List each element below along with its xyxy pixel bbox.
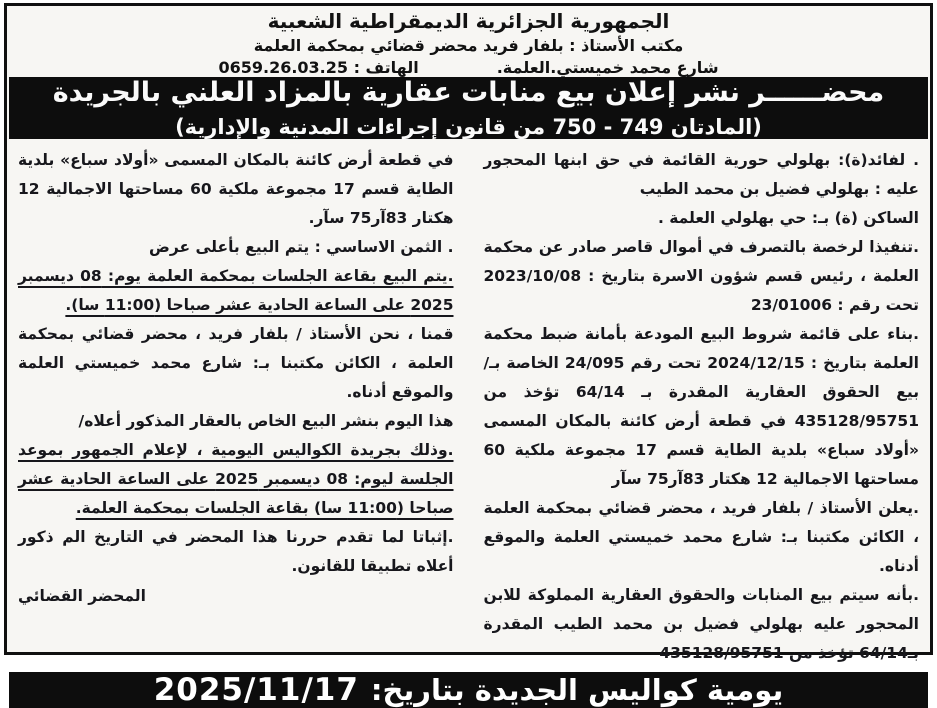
- paragraph-land-description: في قطعة أرض كائنة بالمكان المسمى «أولاد سباع» بلدية الطاية قسم 17 مجموعة ملكية 60 مساحتها الاجمالية 12 هكتار 83آر75 سآر.: [18, 151, 454, 227]
- publication-date: 2025/11/17: [153, 672, 359, 708]
- paragraph-bailiff-announcement: .يعلن الأستاذ / بلفار فريد ، محضر قضائي بمحكمة العلمة ، الكائن مكتبنا بـ: شارع محمد خميستي العلمة والموقع أدناه.: [483, 499, 919, 575]
- paragraph-beneficiary: . لفائد(ة): بهلولي حورية القائمة في حق ابنها المحجور عليه : بهلولي فضيل بن محمد الطيب: [483, 151, 919, 198]
- paragraph-sale-conditions: .بناء على قائمة شروط البيع المودعة بأمانة ضبط محكمة العلمة بتاريخ : 2024/12/15 تحت رقم 24/095 الخاصة بـ/بيع الحقوق العقارية المقدرة بـ 64/14 تؤخذ من 435128/95751 في قطعة أرض كائنة بالمكان المسمى «أولاد سباع» بلدية الطاية قسم 17 مجموعة ملكية 60 مساحتها الاجمالية 12 هكتار 83آر75 سآر: [483, 325, 920, 488]
- paragraph-publication-today: هذا اليوم بنشر البيع الخاص بالعقار المذكور أعلاه/: [78, 412, 454, 430]
- paragraph-residence: الساكن (ة) بـ: حي بهلولي العلمة .: [657, 209, 919, 227]
- address-phone-line: [218, 58, 718, 77]
- body-column-left: [18, 146, 454, 668]
- bailiff-office-line: مكتب الأستاذ : بلفار فريد محضر قضائي بمحكمة العلمة: [253, 36, 684, 55]
- office-phone: الهاتف : 0659.26.03.25: [218, 58, 419, 77]
- paragraph-shares-sale: .بأنه سيتم بيع المنابات والحقوق العقارية المملوكة للابن المحجور عليه بهلولي فضيل بن محمد الطيب المقدرة بـ64/14 تؤخذ من 435128/95751: [483, 586, 919, 662]
- letterhead: [7, 6, 930, 77]
- scanned-legal-notice-page: [4, 3, 933, 708]
- notice-title-band: [9, 77, 928, 139]
- paragraph-bailiff-statement: قمنا ، نحن الأستاذ / بلفار فريد ، محضر قضائي بمحكمة العلمة ، الكائن مكتبنا بـ: شارع محمد خميستي العلمة والموقع أدناه.: [18, 325, 454, 401]
- notice-legal-articles: (المادتان 749 - 750 من قانون إجراءات المدنية والإدارية): [175, 115, 762, 139]
- paragraph-closing-statement: .إثباتا لما تقدم حررنا هذا المحضر في التاريخ الم ذكور أعلاه تطبيقا للقانون.: [18, 528, 454, 575]
- body-column-right: [484, 146, 920, 668]
- paragraph-sale-session-date: .يتم البيع بقاعة الجلسات بمحكمة العلمة يوم: 08 ديسمبر 2025 على الساعة الحادية عشر صباحا (11:00 سا).: [18, 267, 454, 314]
- publication-newspaper-name: يومية كواليس الجديدة بتاريخ:: [370, 673, 784, 707]
- signature-title: المحضر القضائي: [18, 587, 146, 605]
- country-title: الجمهورية الجزائرية الديمقراطية الشعبية: [267, 9, 670, 33]
- notice-title: محضــــــر نشر إعلان بيع منابات عقارية بالمزاد العلني بالجريدة: [52, 77, 885, 108]
- paragraph-court-authorization: .تنفيذا لرخصة بالتصرف في أموال قاصر صادر عن محكمة العلمة ، رئيس قسم شؤون الاسرة بتاريخ : 2023/10/08 تحت رقم : 23/01006: [483, 238, 919, 314]
- publication-footer-band: [9, 672, 928, 708]
- paragraph-newspaper-session-info: .وذلك بجريدة الكواليس اليومية ، لإعلام الجمهور بموعد الجلسة ليوم: 08 ديسمبر 2025 على الساعة الحادية عشر صباحا (11:00 سا) بقاعة الجلسات بمحكمة العلمة.: [18, 441, 454, 517]
- notice-body: [7, 139, 930, 670]
- office-address: شارع محمد خميستي.العلمة.: [496, 58, 719, 77]
- paragraph-base-price: . الثمن الاساسي : يتم البيع بأعلى عرض: [149, 238, 454, 256]
